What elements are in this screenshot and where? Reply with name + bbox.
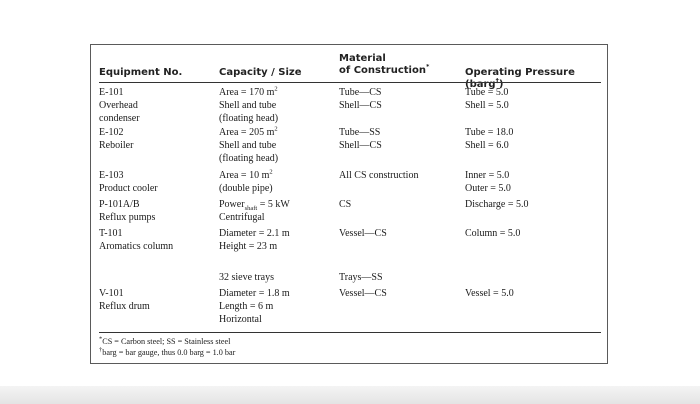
header-rule bbox=[99, 82, 601, 83]
row-e102-pressure: Tube = 18.0 Shell = 6.0 bbox=[465, 127, 514, 151]
footnote-materials: *CS = Carbon steel; SS = Stainless steel bbox=[99, 335, 231, 346]
row-e101-pressure: Tube = 5.0 Shell = 5.0 bbox=[465, 87, 509, 111]
header-material-line2: of Construction* bbox=[339, 62, 430, 76]
row-e103-material: All CS construction bbox=[339, 170, 419, 181]
row-e101-material: Tube—CS Shell—CS bbox=[339, 87, 382, 111]
header-equipment: Equipment No. bbox=[99, 67, 183, 78]
row-e103-capacity: Area = 10 $m^2$ (double pipe) bbox=[219, 168, 273, 194]
equipment-table bbox=[90, 44, 608, 364]
footer-rule bbox=[99, 332, 601, 333]
header-capacity: Capacity / Size bbox=[219, 67, 302, 78]
row-trays-material: Trays—SS bbox=[339, 272, 383, 283]
row-e103-pressure: Inner = 5.0 Outer = 5.0 bbox=[465, 170, 511, 194]
page-bottom-edge bbox=[0, 386, 700, 404]
row-trays-capacity: 32 sieve trays bbox=[219, 272, 274, 283]
row-e101-capacity: Area = 170 $m^2$ Shell and tube (floating head) bbox=[219, 85, 279, 124]
header-material-line1: Material bbox=[339, 53, 386, 64]
row-e103-equipment: E-103 Product cooler bbox=[99, 170, 158, 194]
header-material bbox=[339, 53, 429, 77]
row-v101-capacity: Diameter = 1.8 m Length = 6 m Horizontal bbox=[219, 288, 290, 325]
row-v101-material: Vessel—CS bbox=[339, 288, 387, 299]
row-p101-material: CS bbox=[339, 199, 352, 210]
row-v101-equipment: V-101 Reflux drum bbox=[99, 288, 150, 312]
row-e102-material: Tube—SS Shell—CS bbox=[339, 127, 382, 151]
row-e101-equipment: E-101 Overhead condenser bbox=[99, 87, 140, 124]
row-t101-equipment: T-101 Aromatics column bbox=[99, 228, 174, 252]
row-t101-material: Vessel—CS bbox=[339, 228, 387, 239]
row-t101-pressure: Column = 5.0 bbox=[465, 228, 521, 239]
row-p101-equipment: P-101A/B Reflux pumps bbox=[99, 199, 156, 223]
row-p101-capacity: Power$_{shaft}$ = 5 kW Centrifugal bbox=[219, 199, 290, 223]
row-e102-capacity: Area = 205 $m^2$ Shell and tube (floating head) bbox=[219, 125, 279, 164]
row-v101-pressure: Vessel = 5.0 bbox=[465, 288, 514, 299]
row-e102-equipment: E-102 Reboiler bbox=[99, 127, 134, 151]
header-pressure: Operating Pressure (barg†) bbox=[465, 67, 575, 90]
row-p101-pressure: Discharge = 5.0 bbox=[465, 199, 529, 210]
footnote-barg: †barg = bar gauge, thus 0.0 barg = 1.0 bar bbox=[99, 346, 236, 357]
row-t101-capacity: Diameter = 2.1 m Height = 23 m bbox=[219, 228, 290, 252]
